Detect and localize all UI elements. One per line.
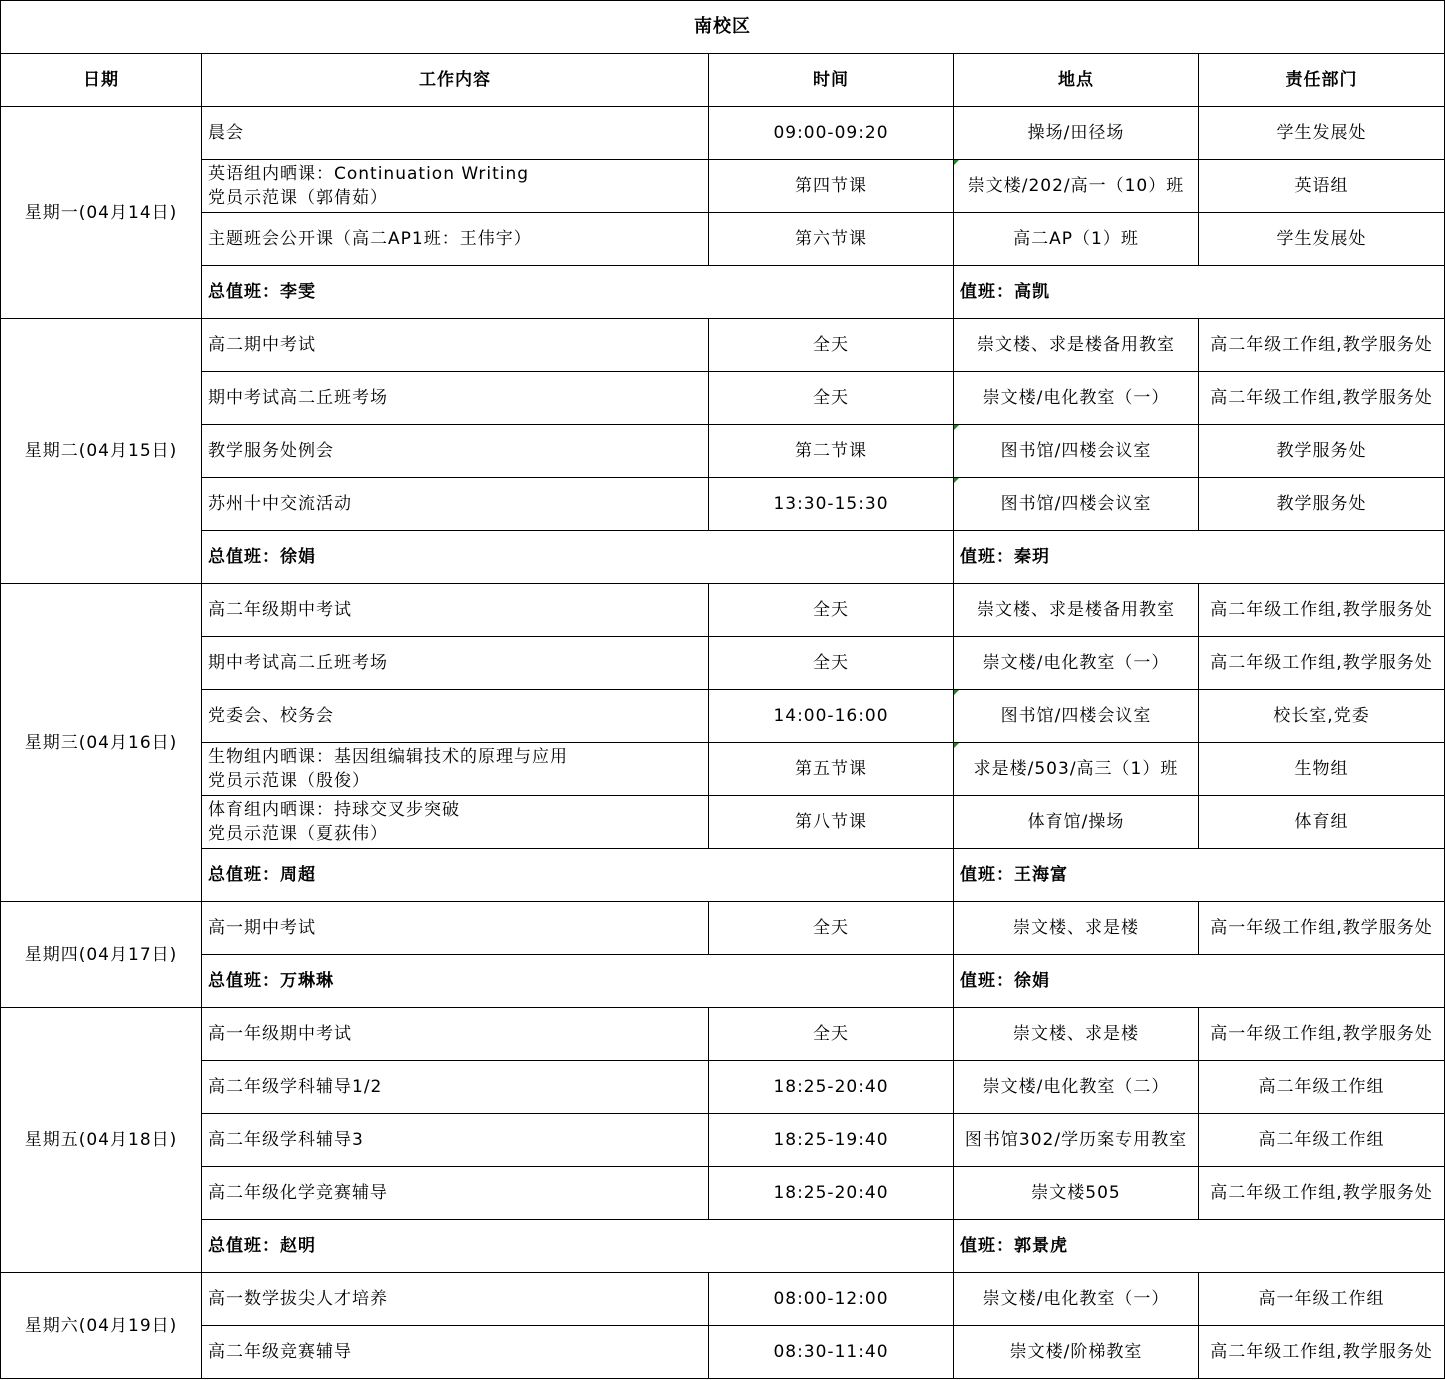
content-cell xyxy=(202,425,709,478)
place-cell: 崇文楼/电化教室（一） xyxy=(954,372,1199,425)
time-cell: 第五节课 xyxy=(709,743,954,796)
dept-cell: 高一年级工作组 xyxy=(1199,1273,1445,1326)
time-cell: 18:25-19:40 xyxy=(709,1114,954,1167)
content-cell xyxy=(202,637,709,690)
content-line: 党员示范课（夏荻伟） xyxy=(208,824,388,844)
content-cell xyxy=(202,584,709,637)
duty-cell: 值班：郭景虎 xyxy=(954,1220,1445,1273)
place-cell: 崇文楼/202/高一（10）班 xyxy=(954,160,1199,213)
content-line: 晨会 xyxy=(208,123,244,143)
content-line: 高一期中考试 xyxy=(208,918,316,938)
table-row xyxy=(1,160,1445,213)
place-cell: 崇文楼、求是楼备用教室 xyxy=(954,584,1199,637)
place-cell: 崇文楼/电化教室（二） xyxy=(954,1061,1199,1114)
content-cell xyxy=(202,1326,709,1379)
place-cell: 操场/田径场 xyxy=(954,107,1199,160)
date-cell: 星期二(04月15日) xyxy=(1,319,202,584)
place-cell: 崇文楼、求是楼 xyxy=(954,1008,1199,1061)
table-row xyxy=(1,319,1445,372)
time-cell: 全天 xyxy=(709,902,954,955)
dept-cell: 高二年级工作组,教学服务处 xyxy=(1199,637,1445,690)
time-cell: 第四节课 xyxy=(709,160,954,213)
content-cell xyxy=(202,372,709,425)
table-row xyxy=(1,425,1445,478)
place-cell: 求是楼/503/高三（1）班 xyxy=(954,743,1199,796)
duty-cell: 值班：秦玥 xyxy=(954,531,1445,584)
content-line: 生物组内晒课：基因组编辑技术的原理与应用 xyxy=(208,747,568,767)
place-cell: 崇文楼505 xyxy=(954,1167,1199,1220)
place-cell: 图书馆302/学历案专用教室 xyxy=(954,1114,1199,1167)
date-cell: 星期四(04月17日) xyxy=(1,902,202,1008)
content-line: 党员示范课（郭倩茹） xyxy=(208,188,388,208)
table-row xyxy=(1,902,1445,955)
table-row xyxy=(1,796,1445,849)
time-cell: 08:00-12:00 xyxy=(709,1273,954,1326)
place-cell: 图书馆/四楼会议室 xyxy=(954,478,1199,531)
duty-main-cell: 总值班：李雯 xyxy=(202,266,954,319)
dept-cell: 高二年级工作组 xyxy=(1199,1061,1445,1114)
schedule-body xyxy=(1,1,1445,1379)
duty-main-cell: 总值班：万琳琳 xyxy=(202,955,954,1008)
time-cell: 全天 xyxy=(709,637,954,690)
dept-cell: 教学服务处 xyxy=(1199,478,1445,531)
dept-cell: 高二年级工作组,教学服务处 xyxy=(1199,372,1445,425)
dept-cell: 教学服务处 xyxy=(1199,425,1445,478)
content-cell xyxy=(202,160,709,213)
place-cell: 崇文楼/电化教室（一） xyxy=(954,1273,1199,1326)
place-cell: 崇文楼/阶梯教室 xyxy=(954,1326,1199,1379)
dept-cell: 学生发展处 xyxy=(1199,213,1445,266)
table-row xyxy=(1,584,1445,637)
content-cell xyxy=(202,478,709,531)
content-line: 高一数学拔尖人才培养 xyxy=(208,1289,388,1309)
content-line: 主题班会公开课（高二AP1班：王伟宇） xyxy=(208,229,532,249)
content-cell xyxy=(202,1167,709,1220)
duty-main-cell: 总值班：徐娟 xyxy=(202,531,954,584)
table-row xyxy=(1,1061,1445,1114)
time-cell: 全天 xyxy=(709,584,954,637)
content-line: 期中考试高二丘班考场 xyxy=(208,653,388,673)
content-cell xyxy=(202,902,709,955)
table-row xyxy=(1,637,1445,690)
content-cell xyxy=(202,743,709,796)
time-cell: 18:25-20:40 xyxy=(709,1061,954,1114)
duty-cell: 值班：王海富 xyxy=(954,849,1445,902)
time-cell: 18:25-20:40 xyxy=(709,1167,954,1220)
dept-cell: 高二年级工作组,教学服务处 xyxy=(1199,1326,1445,1379)
duty-main-cell: 总值班：周超 xyxy=(202,849,954,902)
duty-main-cell: 总值班：赵明 xyxy=(202,1220,954,1273)
content-line: 教学服务处例会 xyxy=(208,441,334,461)
dept-cell: 高一年级工作组,教学服务处 xyxy=(1199,902,1445,955)
content-cell xyxy=(202,213,709,266)
table-row xyxy=(1,690,1445,743)
header-time: 时间 xyxy=(709,54,954,107)
place-cell: 体育馆/操场 xyxy=(954,796,1199,849)
content-cell xyxy=(202,107,709,160)
time-cell: 第八节课 xyxy=(709,796,954,849)
duty-row xyxy=(1,849,1445,902)
campus-title: 南校区 xyxy=(1,1,1445,54)
dept-cell: 生物组 xyxy=(1199,743,1445,796)
dept-cell: 英语组 xyxy=(1199,160,1445,213)
content-line: 高一年级期中考试 xyxy=(208,1024,352,1044)
place-cell: 崇文楼、求是楼 xyxy=(954,902,1199,955)
place-cell: 高二AP（1）班 xyxy=(954,213,1199,266)
place-cell: 崇文楼、求是楼备用教室 xyxy=(954,319,1199,372)
content-line: 党员示范课（殷俊） xyxy=(208,771,370,791)
content-cell xyxy=(202,796,709,849)
time-cell: 08:30-11:40 xyxy=(709,1326,954,1379)
content-cell xyxy=(202,1008,709,1061)
date-cell: 星期五(04月18日) xyxy=(1,1008,202,1273)
content-line: 高二年级竞赛辅导 xyxy=(208,1342,352,1362)
content-line: 英语组内晒课：Continuation Writing xyxy=(208,164,530,184)
time-cell: 14:00-16:00 xyxy=(709,690,954,743)
content-line: 高二年级学科辅导1/2 xyxy=(208,1077,383,1097)
place-cell: 图书馆/四楼会议室 xyxy=(954,690,1199,743)
date-cell: 星期三(04月16日) xyxy=(1,584,202,902)
dept-cell: 高二年级工作组 xyxy=(1199,1114,1445,1167)
time-cell: 全天 xyxy=(709,372,954,425)
time-cell: 全天 xyxy=(709,319,954,372)
content-line: 高二期中考试 xyxy=(208,335,316,355)
duty-row xyxy=(1,955,1445,1008)
content-line: 高二年级期中考试 xyxy=(208,600,352,620)
date-cell: 星期六(04月19日) xyxy=(1,1273,202,1379)
header-content: 工作内容 xyxy=(202,54,709,107)
content-line: 党委会、校务会 xyxy=(208,706,334,726)
dept-cell: 学生发展处 xyxy=(1199,107,1445,160)
content-line: 高二年级学科辅导3 xyxy=(208,1130,364,1150)
table-row xyxy=(1,478,1445,531)
dept-cell: 高二年级工作组,教学服务处 xyxy=(1199,319,1445,372)
content-cell xyxy=(202,690,709,743)
duty-cell: 值班：徐娟 xyxy=(954,955,1445,1008)
dept-cell: 高二年级工作组,教学服务处 xyxy=(1199,584,1445,637)
place-cell: 崇文楼/电化教室（一） xyxy=(954,637,1199,690)
dept-cell: 校长室,党委 xyxy=(1199,690,1445,743)
time-cell: 13:30-15:30 xyxy=(709,478,954,531)
dept-cell: 体育组 xyxy=(1199,796,1445,849)
table-row xyxy=(1,372,1445,425)
table-row xyxy=(1,743,1445,796)
header-place: 地点 xyxy=(954,54,1199,107)
table-row xyxy=(1,107,1445,160)
time-cell: 第二节课 xyxy=(709,425,954,478)
duty-row xyxy=(1,1220,1445,1273)
header-dept: 责任部门 xyxy=(1199,54,1445,107)
table-row xyxy=(1,1114,1445,1167)
content-line: 期中考试高二丘班考场 xyxy=(208,388,388,408)
header-date: 日期 xyxy=(1,54,202,107)
content-line: 体育组内晒课：持球交叉步突破 xyxy=(208,800,460,820)
content-line: 苏州十中交流活动 xyxy=(208,494,352,514)
table-row xyxy=(1,1008,1445,1061)
place-cell: 图书馆/四楼会议室 xyxy=(954,425,1199,478)
content-cell xyxy=(202,1114,709,1167)
time-cell: 第六节课 xyxy=(709,213,954,266)
table-row xyxy=(1,1326,1445,1379)
date-cell: 星期一(04月14日) xyxy=(1,107,202,319)
header-row xyxy=(1,54,1445,107)
content-line: 高二年级化学竞赛辅导 xyxy=(208,1183,388,1203)
table-row xyxy=(1,1273,1445,1326)
table-row xyxy=(1,1167,1445,1220)
duty-row xyxy=(1,531,1445,584)
content-cell xyxy=(202,319,709,372)
duty-cell: 值班：高凯 xyxy=(954,266,1445,319)
content-cell xyxy=(202,1273,709,1326)
table-row xyxy=(1,213,1445,266)
duty-row xyxy=(1,266,1445,319)
campus-title-row xyxy=(1,1,1445,54)
dept-cell: 高一年级工作组,教学服务处 xyxy=(1199,1008,1445,1061)
time-cell: 09:00-09:20 xyxy=(709,107,954,160)
content-cell xyxy=(202,1061,709,1114)
time-cell: 全天 xyxy=(709,1008,954,1061)
dept-cell: 高二年级工作组,教学服务处 xyxy=(1199,1167,1445,1220)
